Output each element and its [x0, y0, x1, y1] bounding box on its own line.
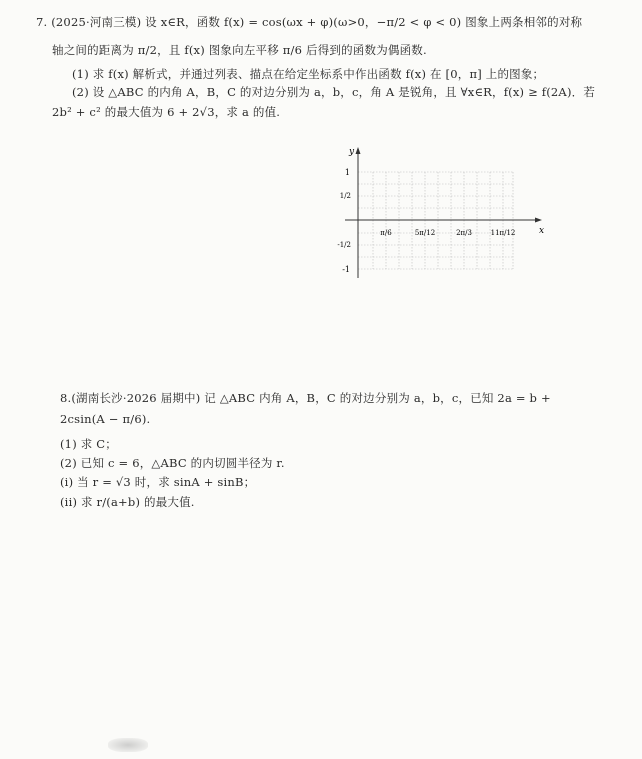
y-tick-label: 1 [344, 168, 350, 177]
x-tick-label: 5π/12 [414, 229, 436, 237]
q7-line-5: 2b² + c² 的最大值为 6 + 2√3，求 a 的值. [52, 105, 281, 119]
q8-line-1: 8.(湖南长沙·2026 届期中) 记 △ABC 内角 A，B，C 的对边分别为 a，b，c，已知 2a = b + [60, 391, 551, 405]
y-tick-label: -1/2 [337, 241, 351, 249]
y-tick-label: 1/2 [339, 192, 351, 200]
scan-smudge [108, 738, 148, 752]
q8-line-2: 2csin(A − π/6). [60, 412, 151, 426]
q7-line-2: 轴之间的距离为 π/2，且 f(x) 图象向左平移 π/6 后得到的函数为偶函数. [52, 43, 427, 57]
q7-line-3: (1) 求 f(x) 解析式，并通过列表、描点在给定坐标系中作出函数 f(x) 在 [0，π] 上的图象； [72, 67, 545, 81]
y-tick-label: -1 [342, 265, 350, 274]
x-axis-label: x [539, 226, 545, 236]
q8-line-3: (1) 求 C； [60, 437, 117, 451]
y-axis-arrow [356, 147, 361, 154]
x-tick-label: 11π/12 [490, 229, 516, 237]
q7-line-1: 7. (2025·河南三模) 设 x∈R，函数 f(x) = cos(ωx + φ)(ω>0，−π/2 < φ < 0) 图象上两条相邻的对称 [36, 15, 583, 29]
x-axis-arrow [535, 218, 542, 223]
q7-line-4: (2) 设 △ABC 的内角 A，B，C 的对边分别为 a，b，c，角 A 是锐角，且 ∀x∈R，f(x) ≥ f(2A)．若 [72, 85, 596, 99]
x-tick-label: π/6 [380, 229, 392, 237]
q8-line-6: (ii) 求 r/(a+b) 的最大值. [60, 495, 195, 509]
coordinate-grid [335, 142, 555, 282]
x-tick-label: 2π/3 [456, 229, 472, 237]
y-axis-label: y [349, 147, 355, 157]
q8-line-5: (i) 当 r = √3 时，求 sinA + sinB； [60, 475, 256, 489]
q8-line-4: (2) 已知 c = 6，△ABC 的内切圆半径为 r. [60, 456, 285, 470]
